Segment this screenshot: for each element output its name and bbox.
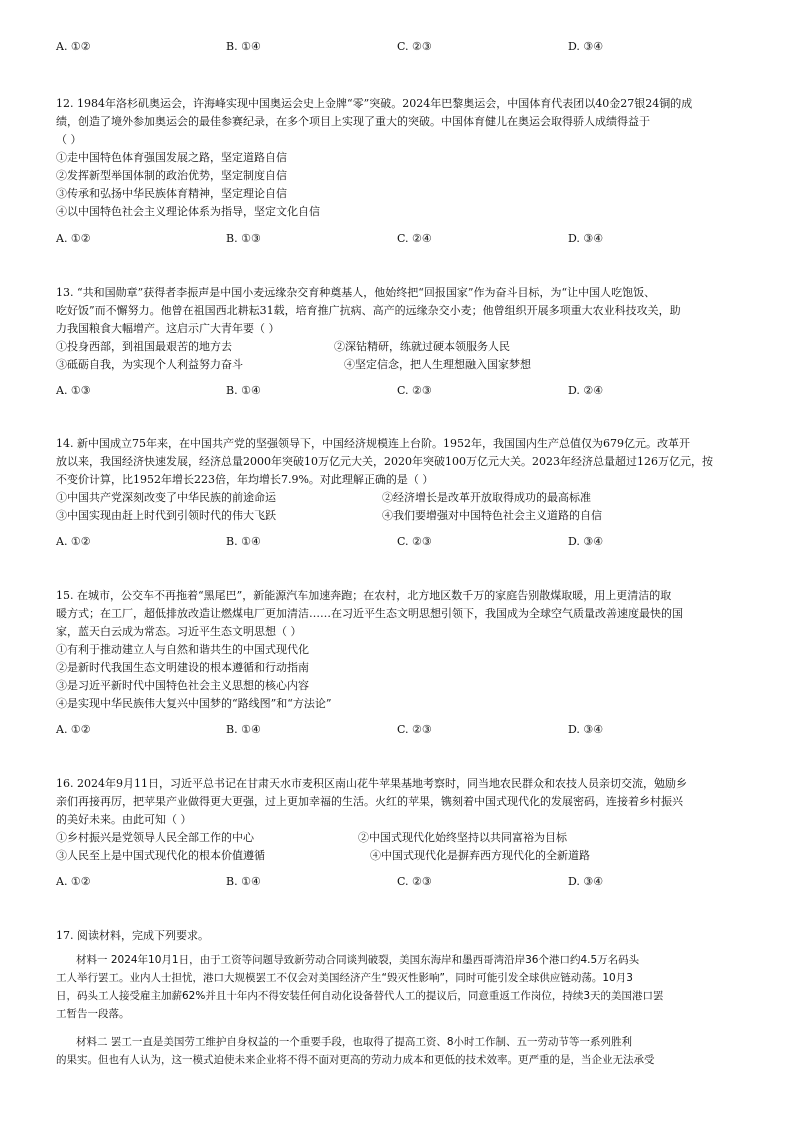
q15-item-4: ④是实现中华民族伟大复兴中国梦的“路线图”和“方法论” [56,697,332,710]
q15-option-c[interactable]: C. ②③ [397,723,432,736]
q12-stem-line-1: 12. 1984年洛杉矶奥运会，许海峰实现中国奥运会史上金牌“零”突破。2024年巴黎奥运会，中国体育代表团以40金27银24铜的成 [56,97,693,110]
prev-option-a[interactable]: A. ①② [56,40,91,53]
q16-item-1: ①乡村振兴是党领导人民全部工作的中心 [56,831,254,844]
q16-item-4: ④中国式现代化是摒弃西方现代化的全新道路 [370,849,590,862]
q14-item-2: ②经济增长是改革开放取得成功的最高标准 [382,491,591,504]
q16-stem-line-2: 亲们再接再厉，把苹果产业做得更大更强，过上更加幸福的生活。火红的苹果，镌刻着中国式现代化的发展密码，连接着乡村振兴 [56,795,683,808]
q13-stem-line-3: 力我国粮食大幅增产。这启示广大青年要（ ） [56,322,280,335]
q13-stem-line-1: 13. “共和国勋章”获得者李振声是中国小麦远缘杂交育种奠基人，他始终把“回报国家”作为奋斗目标，为“让中国人吃饱饭、 [56,286,656,299]
q12-option-d[interactable]: D. ③④ [568,232,604,245]
q17-material1-line-2: 工人举行罢工。业内人士担忧，港口大规模罢工不仅会对美国经济产生“毁灭性影响”，同时可能引发全球供应链动荡。10月3 [56,972,633,984]
q14-option-d[interactable]: D. ③④ [568,535,604,548]
q14-option-c[interactable]: C. ②③ [397,535,432,548]
q15-item-1: ①有利于推动建立人与自然和谐共生的中国式现代化 [56,643,309,656]
q12-option-a[interactable]: A. ①② [56,232,91,245]
q17-material2-line-2: 的果实。但也有人认为，这一模式迫使未来企业将不得不面对更高的劳动力成本和更低的技术效率。更严重的是，当企业无法承受 [56,1054,655,1066]
q12-stem-line-2: 绩，创造了境外参加奥运会的最佳参赛纪录，在多个项目上实现了重大的突破。中国体育健儿在奥运会取得骄人成绩得益于 [56,115,650,128]
q12-item-3: ③传承和弘扬中华民族体育精神，坚定理论自信 [56,187,287,200]
q13-option-a[interactable]: A. ①③ [56,384,91,397]
q16-stem-line-3: 的美好未来。由此可知（ ） [56,813,192,826]
q13-item-2: ②深钻精研，练就过硬本领服务人民 [334,340,510,353]
q14-stem-line-3: 不变价计算，比1952年增长223倍，年均增长7.9%。对此理解正确的是（ ） [56,473,434,486]
q13-item-4: ④坚定信念，把人生理想融入国家梦想 [344,358,531,371]
q13-item-1: ①投身西部，到祖国最艰苦的地方去 [56,340,232,353]
q14-item-1: ①中国共产党深刻改变了中华民族的前途命运 [56,491,276,504]
q14-item-3: ③中国实现由赶上时代到引领时代的伟大飞跃 [56,509,276,522]
q17-material1-line-3: 日，码头工人接受雇主加薪62%并且十年内不得安装任何自动化设备替代人工的提议后，同意重返工作岗位，持续3天的美国港口罢 [56,990,664,1002]
prev-option-b[interactable]: B. ①④ [226,40,261,53]
q13-option-b[interactable]: B. ①④ [226,384,261,397]
q12-item-2: ②发挥新型举国体制的政治优势，坚定制度自信 [56,169,287,182]
prev-option-c[interactable]: C. ②③ [397,40,432,53]
q14-option-a[interactable]: A. ①② [56,535,91,548]
q17-material1-line-1: 材料一 2024年10月1日，由于工资等问题导致新劳动合同谈判破裂，美国东海岸和墨西哥湾沿岸36个港口约4.5万名码头 [76,954,640,966]
q14-option-b[interactable]: B. ①④ [226,535,261,548]
q15-option-d[interactable]: D. ③④ [568,723,604,736]
q16-option-d[interactable]: D. ③④ [568,875,604,888]
q13-option-d[interactable]: D. ②④ [568,384,604,397]
q15-option-b[interactable]: B. ①④ [226,723,261,736]
q15-item-3: ③是习近平新时代中国特色社会主义思想的核心内容 [56,679,309,692]
q16-item-2: ②中国式现代化始终坚持以共同富裕为目标 [358,831,567,844]
q16-item-3: ③人民至上是中国式现代化的根本价值遵循 [56,849,265,862]
q16-stem-line-1: 16. 2024年9月11日，习近平总书记在甘肃天水市麦积区南山花牛苹果基地考察时，同当地农民群众和农技人员亲切交流，勉励乡 [56,777,687,790]
q16-option-a[interactable]: A. ①② [56,875,91,888]
prev-option-d[interactable]: D. ③④ [568,40,604,53]
q14-item-4: ④我们要增强对中国特色社会主义道路的自信 [382,509,602,522]
q15-item-2: ②是新时代我国生态文明建设的根本遵循和行动指南 [56,661,309,674]
q15-stem-line-3: 家，蓝天白云成为常态。习近平生态文明思想（ ） [56,625,302,638]
q15-stem-line-2: 暖方式；在工厂，超低排放改造让燃煤电厂更加清洁……在习近平生态文明思想引领下，我国成为全球空气质量改善速度最快的国 [56,607,683,620]
q16-option-c[interactable]: C. ②③ [397,875,432,888]
q13-item-3: ③砥砺自我，为实现个人利益努力奋斗 [56,358,243,371]
q17-material1-line-4: 工暂告一段落。 [56,1008,130,1020]
q12-stem-line-3: （ ） [56,133,82,146]
q17-stem: 17. 阅读材料，完成下列要求。 [56,929,209,942]
q13-option-c[interactable]: C. ②③ [397,384,432,397]
q16-option-b[interactable]: B. ①④ [226,875,261,888]
q14-stem-line-1: 14. 新中国成立75年来，在中国共产党的坚强领导下，中国经济规模连上台阶。1952年，我国国内生产总值仅为679亿元。改革开 [56,437,690,450]
q17-material2-line-1: 材料二 罢工一直是美国劳工维护自身权益的一个重要手段，也取得了提高工资、8小时工作制、五一劳动节等一系列胜利 [76,1036,633,1048]
q12-option-c[interactable]: C. ②④ [397,232,432,245]
q12-option-b[interactable]: B. ①③ [226,232,261,245]
q13-stem-line-2: 吃好饭”而不懈努力。他曾在祖国西北耕耘31载，培育推广抗病、高产的远缘杂交小麦；他曾组织开展多项重大农业科技攻关，助 [56,304,681,317]
q15-option-a[interactable]: A. ①② [56,723,91,736]
q12-item-1: ①走中国特色体育强国发展之路，坚定道路自信 [56,151,287,164]
q14-stem-line-2: 放以来，我国经济快速发展，经济总量2000年突破10万亿元大关，2020年突破100万亿元大关。2023年经济总量超过126万亿元，按 [56,455,713,468]
q15-stem-line-1: 15. 在城市，公交车不再拖着“黑尾巴”，新能源汽车加速奔跑；在农村，北方地区数千万的家庭告别散煤取暖，用上更清洁的取 [56,589,672,602]
q12-item-4: ④以中国特色社会主义理论体系为指导，坚定文化自信 [56,205,320,218]
